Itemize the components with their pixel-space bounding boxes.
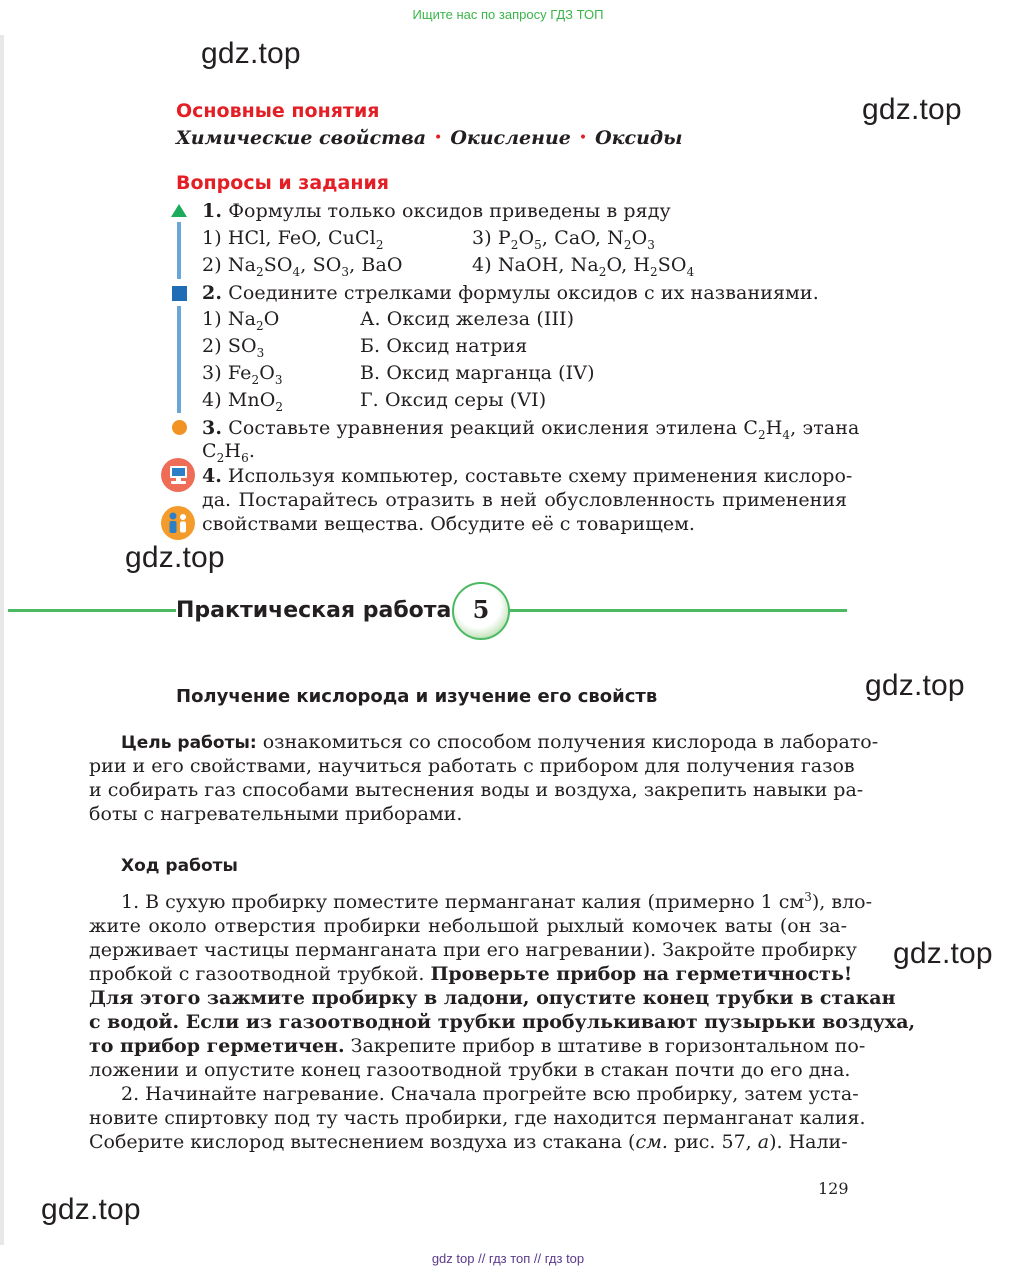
question-1: 1. Формулы только оксидов приведены в ряду [202,200,671,222]
practical-title: Практическая работа [176,598,452,623]
question-3: 3. Составьте уравнения реакций окисления этилена $C_2H_4$, этана [202,417,860,442]
people-icon [161,506,195,540]
goal-label: Цель работы: [121,733,257,753]
answer-option: 2) $Na_2SO_4$, $SO_3$, BaO [202,254,403,279]
watermark: gdz.top [201,37,301,70]
circle-marker-icon [172,420,187,435]
bullet-separator: • [434,130,443,146]
bullet-separator: • [578,130,588,146]
formula-item: 3) $Fe_2O_3$ [202,362,283,387]
practical-number-badge: 5 [452,582,510,640]
watermark: gdz.top [862,93,962,126]
header-rule-right [508,609,847,612]
triangle-marker-icon [171,204,187,217]
concept-item: Химические свойства [176,127,427,149]
progress-heading: Ход работы [121,856,238,876]
square-marker-icon [172,286,187,301]
practical-subtitle: Получение кислорода и изучение его свойств [176,686,658,707]
formula-item: 4) MnO$_2$ [202,389,284,414]
concept-item: Оксиды [595,127,683,149]
formula-item: 2) $SO_3$ [202,335,265,360]
question-4: 4. Используя компьютер, составьте схему применения кислоро- да. Постарайтесь отразить в ней обусловленность применения свойствами вещества. Обсудите её с товарищем. [202,465,853,535]
header-rule-left [8,609,176,612]
top-note: Ищите нас по запросу ГДЗ ТОП [412,7,604,22]
oxide-name: А. Оксид железа (III) [360,308,575,330]
page-edge [0,35,4,1245]
level-bar [177,222,181,279]
goal-paragraph: Цель работы: ознакомиться со способом получения кислорода в лаборато- рии и его свойствами, научиться работать с прибором для получения газов и собирать газ способами вытеснения воды и воздуха, закрепить навыки ра- боты с нагревательными приборами. [89,731,879,825]
formula-item: 1) $Na_2O$ [202,308,280,333]
concepts-heading: Основные понятия [176,100,380,122]
watermark: gdz.top [893,937,993,970]
oxide-name: Б. Оксид натрия [360,335,528,357]
question-text: Соедините стрелками формулы оксидов с их названиями. [228,282,819,304]
question-text: Формулы только оксидов приведены в ряду [228,200,671,222]
question-3-continued: $C_2H_6$. [202,440,255,465]
question-2: 2. Соедините стрелками формулы оксидов с их названиями. [202,282,819,304]
watermark: gdz.top [865,669,965,702]
watermark: gdz.top [125,541,225,574]
questions-heading: Вопросы и задания [176,172,389,194]
oxide-name: В. Оксид марганца (IV) [360,362,595,384]
computer-icon [161,458,195,492]
bottom-note: gdz top // гдз топ // гдз top [431,1251,585,1266]
watermark: gdz.top [41,1193,141,1226]
page-number: 129 [818,1179,849,1198]
oxide-name: Г. Оксид серы (VI) [360,389,547,411]
answer-option: 1) HCl, FeO, CuCl$_2$ [202,227,384,252]
level-bar [177,306,181,413]
step-1-paragraph: 1. В сухую пробирку поместите перманганат калия (примерно 1 $см^3$), вло- жите около отверстия пробирки небольшой рыхлый комочек ваты (он за- держивает частицы перманганата при его нагревании). Закройте пробирку пробкой с газоотводной трубкой. Проверьте прибор на герметичность! Для этого зажмите пробирку в ладони, опустите конец трубки в стакан с водой. Если из газоотводной трубки пробулькивают пузырьки воздуха, то прибор герметичен. Закрепите прибор в штативе в горизонтальном по- ложении и опустите конец газоотводной трубки в стакан почти до его дна. [89,890,916,1081]
step-2-paragraph: 2. Начинайте нагревание. Сначала прогрейте всю пробирку, затем уста- новите спиртовку под ту часть пробирки, где находится перманганат калия. Соберите кислород вытеснением воздуха из стакана (см. рис. 57, а). Нали- [89,1083,866,1153]
answer-option: 3) $P_2O_5$, CaO, $N_2O_3$ [472,227,656,252]
concepts-list [176,127,682,149]
answer-option: 4) NaOH, $Na_2O$, $H_2SO_4$ [472,254,695,279]
concept-item: Окисление [450,127,571,149]
